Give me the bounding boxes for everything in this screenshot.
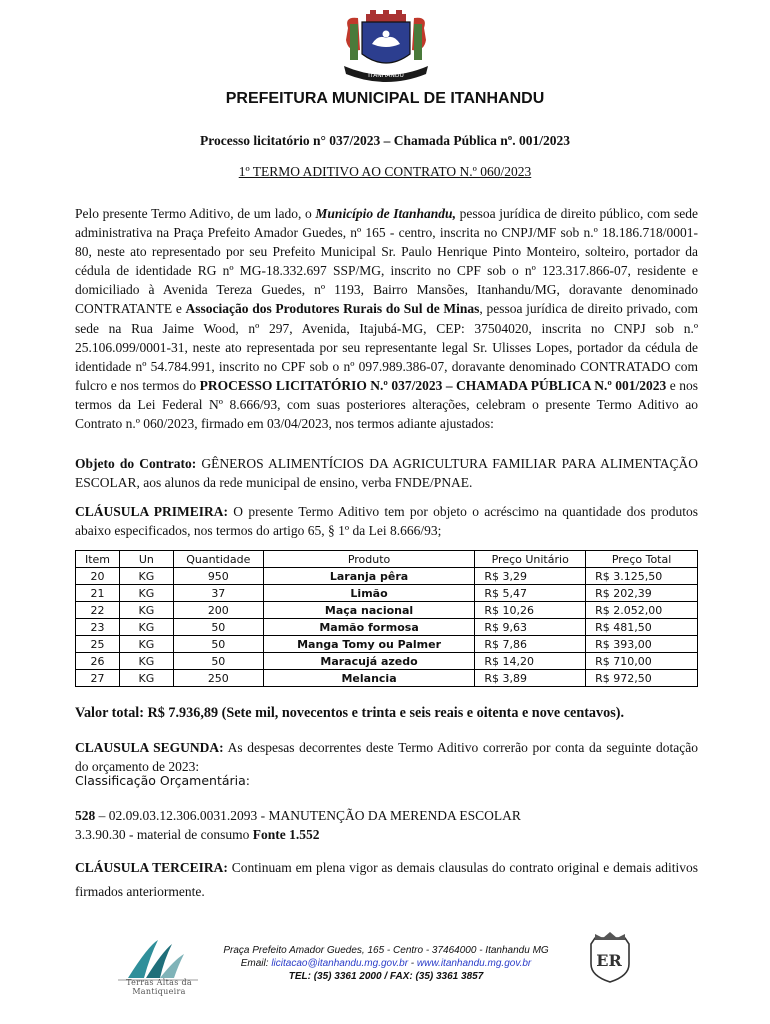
cell-unit-price: R$ 5,47 bbox=[475, 585, 586, 602]
budget-classification-label: Classificação Orçamentária: bbox=[75, 773, 250, 788]
addendum-title: 1º TERMO ADITIVO AO CONTRATO N.º 060/2023 bbox=[238, 164, 532, 179]
footer-contact: Email: licitacao@itanhandu.mg.gov.br - www.itanhandu.mg.gov.br bbox=[240, 958, 532, 969]
cell-quantity: 200 bbox=[173, 602, 263, 619]
er-emblem-icon bbox=[585, 930, 635, 984]
cell-unit: KG bbox=[119, 585, 173, 602]
footer-address: Praça Prefeito Amador Guedes, 165 - Centro - 37464000 - Itanhandu MG bbox=[223, 945, 549, 956]
table-row bbox=[76, 568, 698, 585]
cell-unit-price: R$ 3,89 bbox=[475, 670, 586, 687]
contract-object: Objeto do Contrato: GÊNEROS ALIMENTÍCIOS DA AGRICULTURA FAMILIAR PARA ALIMENTAÇÃO ESCOLAR, aos alunos da rede municipal de ensino, verba FNDE/PNAE. bbox=[75, 456, 698, 491]
clause-third: CLÁUSULA TERCEIRA: Continuam em plena vigor as demais clausulas do contrato original e demais aditivos firmados anteriormente. bbox=[75, 860, 698, 899]
table-row bbox=[76, 602, 698, 619]
cell-unit: KG bbox=[119, 619, 173, 636]
cell-product: Laranja pêra bbox=[263, 568, 475, 585]
intro-paragraph: Pelo presente Termo Aditivo, de um lado, o Município de Itanhandu, pessoa jurídica de direito público, com sede administrativa na Praça Prefeito Amador Guedes, nº 165 - centro, inscrita no CNPJ/MF sob n.º 18.186.718/0001-80, neste ato representado por seu Prefeito Municipal Sr. Paulo Henrique Pinto Monteiro, solteiro, portador da cédula de identidade RG nº MG-18.332.697 SSP/MG, inscrito no CPF sob o nº 123.317.866-07, residente e domiciliado à Avenida Tereza Guedes, nº 1193, Bairro Mansões, Itanhandu/MG, doravante denominado CONTRATANTE e Associação dos Produtores Rurais do Sul de Minas, pessoa jurídica de direito privado, com sede na Rua Jaime Wood, nº 297, Avenida, Itajubá-MG, CEP: 37504020, inscrita no CNPJ sob n.º 25.106.099/0001-31, neste ato representada por seu representante legal Sr. Ulisses Lopes, portador da cédula de identidade nº 54.784.991, inscrito no CPF sob o nº 097.989.386-07, doravante denominado CONTRATADO com fulcro e nos termos do PROCESSO LICITATÓRIO N.º 037/2023 – CHAMADA PÚBLICA N.º 001/2023 e nos termos da Lei Federal Nº 8.666/93, com suas posteriores alterações, celebram o presente Termo Aditivo ao Contrato n.º 060/2023, firmado em 03/04/2023, nos termos adiante ajustados: bbox=[75, 206, 699, 432]
footer-phone: TEL: (35) 3361 2000 / FAX: (35) 3361 3857 bbox=[288, 971, 484, 982]
table-row bbox=[76, 653, 698, 670]
table-row bbox=[76, 619, 698, 636]
cell-unit: KG bbox=[119, 568, 173, 585]
cell-product: Manga Tomy ou Palmer bbox=[263, 636, 475, 653]
clause-first: CLÁUSULA PRIMEIRA: O presente Termo Aditivo tem por objeto o acréscimo na quantidade dos produtos abaixo especificados, nos termos do artigo 65, § 1º da Lei 8.666/93; bbox=[75, 504, 698, 539]
cell-unit: KG bbox=[119, 653, 173, 670]
cell-unit: KG bbox=[119, 602, 173, 619]
header-total-price: Preço Total bbox=[586, 551, 698, 568]
cell-item: 21 bbox=[76, 585, 120, 602]
cell-product: Mamão formosa bbox=[263, 619, 475, 636]
cell-product: Limão bbox=[263, 585, 475, 602]
cell-item: 20 bbox=[76, 568, 120, 585]
header-unit: Un bbox=[119, 551, 173, 568]
cell-quantity: 50 bbox=[173, 636, 263, 653]
cell-unit-price: R$ 14,20 bbox=[475, 653, 586, 670]
header-unit-price: Preço Unitário bbox=[475, 551, 586, 568]
header-product: Produto bbox=[263, 551, 475, 568]
cell-unit-price: R$ 9,63 bbox=[475, 619, 586, 636]
table-row bbox=[76, 636, 698, 653]
terras-altas-logo-text: Terras Altas da Mantiqueira bbox=[126, 978, 192, 996]
cell-unit-price: R$ 10,26 bbox=[475, 602, 586, 619]
svg-text:ITANHANDU: ITANHANDU bbox=[368, 72, 404, 79]
total-value: Valor total: R$ 7.936,89 (Sete mil, novecentos e trinta e seis reais e oitenta e nove centavos). bbox=[75, 705, 625, 721]
process-number: Processo licitatório n° 037/2023 – Chamada Pública nº. 001/2023 bbox=[200, 133, 570, 148]
cell-unit-price: R$ 7,86 bbox=[475, 636, 586, 653]
footer bbox=[170, 944, 602, 983]
cell-total-price: R$ 481,50 bbox=[586, 619, 698, 636]
table-header-row bbox=[76, 551, 698, 568]
cell-total-price: R$ 393,00 bbox=[586, 636, 698, 653]
municipal-crest-icon bbox=[330, 10, 442, 88]
cell-quantity: 250 bbox=[173, 670, 263, 687]
page-title: PREFEITURA MUNICIPAL DE ITANHANDU bbox=[225, 90, 545, 107]
cell-quantity: 950 bbox=[173, 568, 263, 585]
header-quantity: Quantidade bbox=[173, 551, 263, 568]
cell-unit-price: R$ 3,29 bbox=[475, 568, 586, 585]
cell-total-price: R$ 202,39 bbox=[586, 585, 698, 602]
cell-quantity: 50 bbox=[173, 619, 263, 636]
cell-product: Melancia bbox=[263, 670, 475, 687]
website-link[interactable]: www.itanhandu.mg.gov.br bbox=[416, 958, 532, 969]
cell-item: 25 bbox=[76, 636, 120, 653]
cell-product: Maracujá azedo bbox=[263, 653, 475, 670]
clause-second: CLAUSULA SEGUNDA: As despesas decorrentes deste Termo Aditivo correrão por conta da seguinte dotação do orçamento de 2023: bbox=[75, 740, 698, 775]
header-item: Item bbox=[76, 551, 120, 568]
cell-item: 23 bbox=[76, 619, 120, 636]
cell-unit: KG bbox=[119, 670, 173, 687]
cell-item: 26 bbox=[76, 653, 120, 670]
email-link[interactable]: licitacao@itanhandu.mg.gov.br bbox=[271, 958, 409, 969]
cell-quantity: 37 bbox=[173, 585, 263, 602]
cell-product: Maça nacional bbox=[263, 602, 475, 619]
cell-total-price: R$ 3.125,50 bbox=[586, 568, 698, 585]
cell-total-price: R$ 972,50 bbox=[586, 670, 698, 687]
items-table bbox=[75, 550, 698, 687]
cell-unit: KG bbox=[119, 636, 173, 653]
cell-item: 22 bbox=[76, 602, 120, 619]
cell-total-price: R$ 2.052,00 bbox=[586, 602, 698, 619]
svg-text:ER: ER bbox=[596, 951, 622, 970]
cell-item: 27 bbox=[76, 670, 120, 687]
table-row bbox=[76, 585, 698, 602]
budget-allocation: 528 – 02.09.03.12.306.0031.2093 - MANUTENÇÃO DA MERENDA ESCOLAR 3.3.90.30 - material de consumo Fonte 1.552 bbox=[75, 808, 521, 843]
cell-total-price: R$ 710,00 bbox=[586, 653, 698, 670]
cell-quantity: 50 bbox=[173, 653, 263, 670]
table-row bbox=[76, 670, 698, 687]
